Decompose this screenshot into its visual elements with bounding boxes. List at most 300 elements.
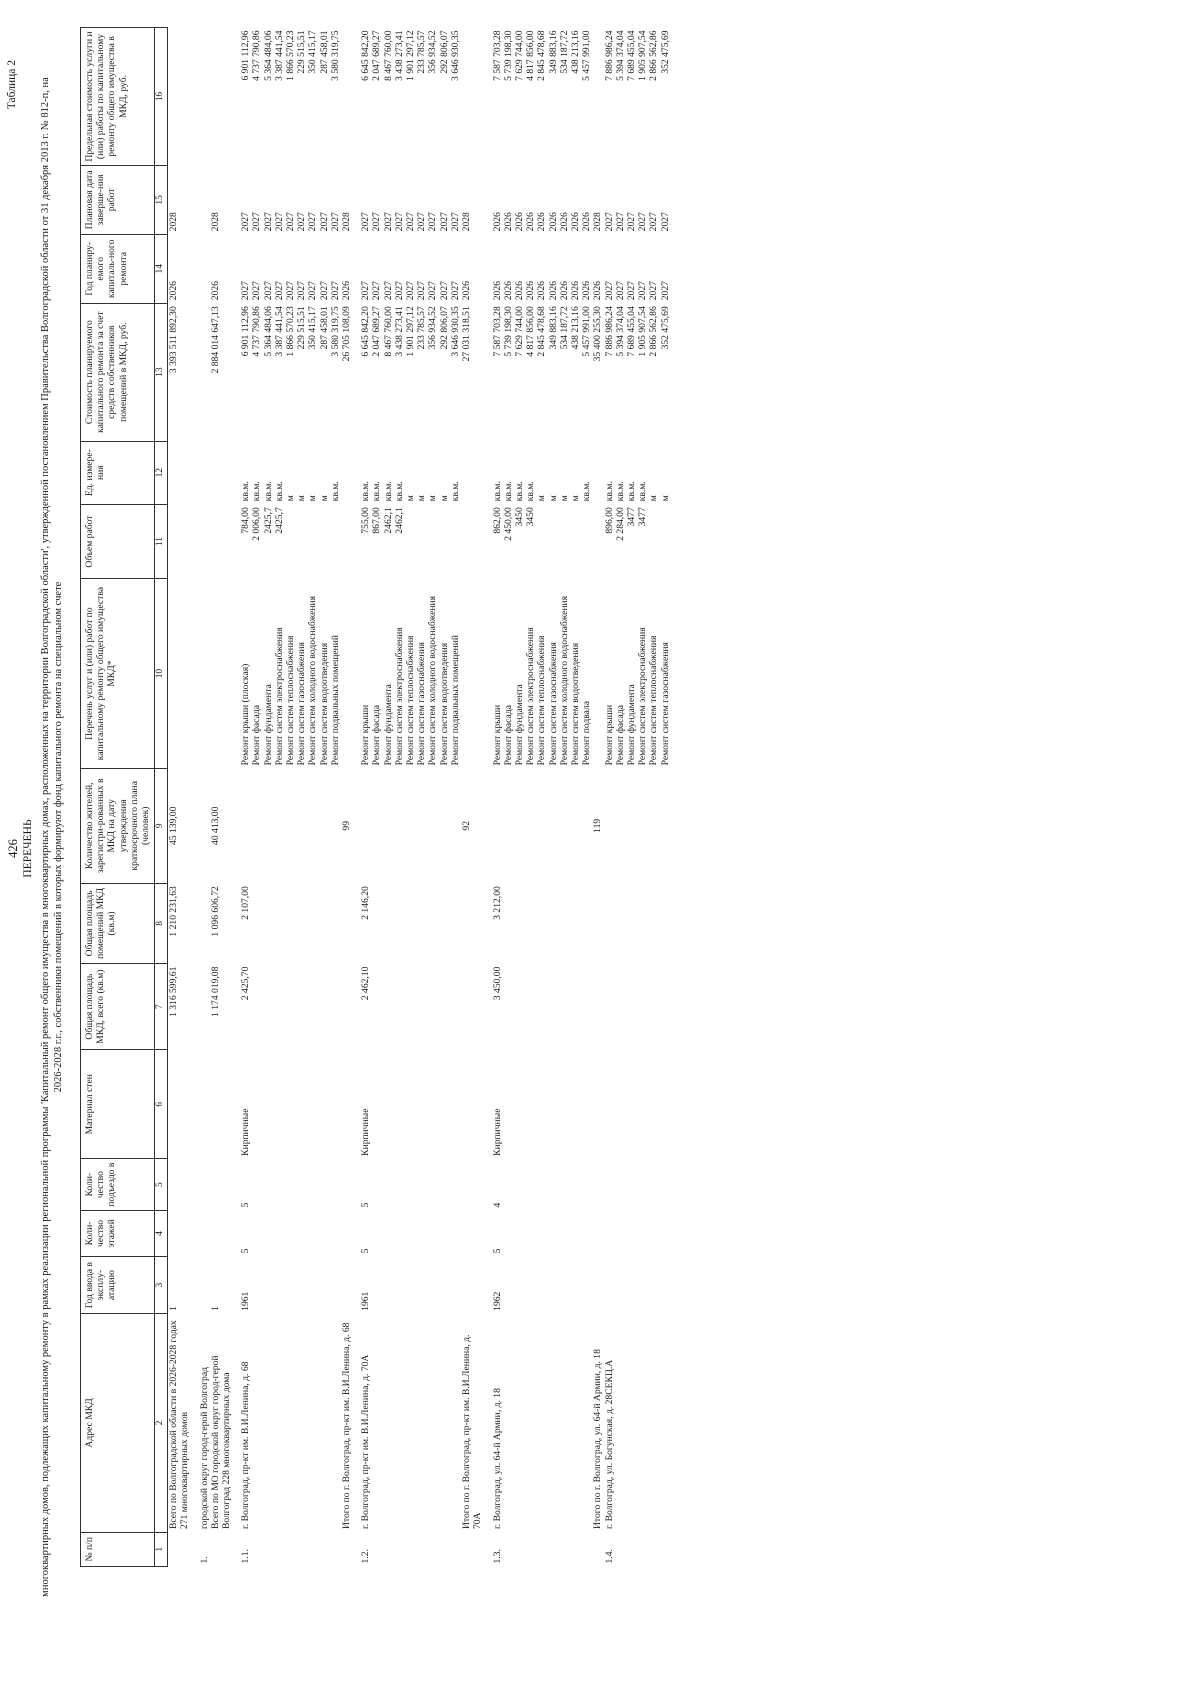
cell-year-built (615, 1256, 626, 1313)
cell-repair-year: 2026 (491, 281, 503, 301)
cell-premises-area (514, 883, 525, 963)
cell-max-cost: 7 629 744,00 (513, 30, 525, 81)
cell-entrances (626, 1159, 637, 1211)
cell-residents (285, 768, 296, 883)
cell-year-built (307, 1256, 318, 1313)
cell-completion-year: 2027 (393, 212, 405, 232)
cell-floors (251, 1210, 262, 1256)
cell-wall-material (416, 1050, 427, 1159)
cell-floors (548, 1210, 559, 1256)
cell-unit: кв.м. (329, 481, 341, 502)
cell-total-area: 2 462,10 (360, 966, 372, 1001)
cell-cost: 352 475,69 (659, 306, 671, 350)
cell-max-cost (592, 28, 603, 166)
cell-residents (525, 768, 536, 883)
cell-floors (274, 1210, 285, 1256)
cell-year-built (296, 1256, 307, 1313)
table-row (352, 28, 360, 1567)
cell-work-volume: 3450 (525, 507, 537, 527)
cell-repair-year: 2026 (168, 281, 180, 301)
cell-repair-year: 2027 (273, 281, 285, 301)
cell-total-area (199, 964, 210, 1050)
cell-max-cost: 3 646 930,35 (449, 30, 461, 81)
cell-unit: кв.м. (603, 481, 615, 502)
cell-cost: 7 587 703,28 (491, 306, 503, 357)
cell-total-area (319, 964, 330, 1050)
cell-premises-area (416, 883, 427, 963)
table-row (439, 28, 450, 1567)
cell-work-volume (536, 504, 547, 579)
cell-address (450, 1314, 461, 1532)
table-row (492, 28, 503, 1567)
cell-floors (341, 1210, 352, 1256)
cell-row-number (319, 1532, 330, 1566)
cell-row-number: 1.3. (491, 1549, 503, 1564)
cell-unit: кв.м. (525, 481, 537, 502)
cell-work-type: Ремонт систем холодного водоснабжения (307, 595, 319, 766)
cell-year-built (439, 1256, 450, 1313)
table-row (615, 28, 626, 1567)
cell-premises-area (371, 883, 382, 963)
cell-floors (319, 1210, 330, 1256)
cell-premises-area (570, 883, 581, 963)
cell-wall-material (330, 1050, 341, 1159)
cell-repair-year: 2026 (461, 281, 473, 301)
cell-address (383, 1314, 394, 1532)
cell-floors (660, 1210, 671, 1256)
cell-unit: кв.м. (382, 481, 394, 502)
cell-work-volume: 755,00 (360, 507, 372, 534)
cell-completion-year: 2026 (581, 212, 593, 232)
cell-wall-material (383, 1050, 394, 1159)
cell-floors (191, 1210, 199, 1256)
cell-residents: 40 413,00 (209, 806, 221, 845)
cell-work-type: Ремонт крыши (360, 704, 372, 766)
cell-work-volume (660, 504, 671, 579)
cell-floors (427, 1210, 438, 1256)
cell-wall-material (548, 1050, 559, 1159)
cell-residents (439, 768, 450, 883)
cell-work-volume (570, 504, 581, 579)
cell-cost: 8 467 760,00 (382, 306, 394, 357)
cell-cost: 2 845 478,68 (536, 306, 548, 357)
cell-row-number (548, 1532, 559, 1566)
cell-entrances (330, 1159, 341, 1211)
cell-residents: 119 (592, 818, 604, 833)
cell-residents (604, 768, 615, 883)
cell-premises-area: 1 210 231,63 (168, 886, 180, 937)
cell-repair-year: 2027 (318, 281, 330, 301)
cell-row-number (648, 1532, 659, 1566)
cell-row-number: 1.1. (240, 1549, 252, 1564)
cell-floors (570, 1210, 581, 1256)
cell-floors (648, 1210, 659, 1256)
cell-completion-year: 2027 (262, 212, 274, 232)
cell-floors (536, 1210, 547, 1256)
cell-completion-year: 2027 (318, 212, 330, 232)
cell-floors (394, 1210, 405, 1256)
cell-repair-year: 2027 (329, 281, 341, 301)
cell-work-volume: 2425,7 (273, 507, 285, 534)
cell-row-number (439, 1532, 450, 1566)
cell-repair-year: 2027 (637, 281, 649, 301)
cell-total-area (660, 964, 671, 1050)
cell-unit: м (648, 495, 660, 502)
cell-work-volume (450, 504, 461, 579)
cell-work-volume (210, 504, 232, 579)
cell-repair-year: 2027 (648, 281, 660, 301)
cell-wall-material (439, 1050, 450, 1159)
cell-cost: 534 187,72 (558, 306, 570, 350)
table-row (383, 28, 394, 1567)
cell-completion-year: 2027 (438, 212, 450, 232)
table-row (341, 28, 352, 1567)
cell-floors (615, 1210, 626, 1256)
cell-address (648, 1314, 659, 1532)
cell-work-type: Ремонт систем газоснабжения (547, 642, 559, 766)
cell-total-area (450, 964, 461, 1050)
cell-total-area (341, 964, 352, 1050)
cell-total-area (296, 964, 307, 1050)
cell-work-type: Ремонт систем электроснабжения (273, 627, 285, 766)
table-row (637, 28, 648, 1567)
col-number: 11 (155, 504, 168, 579)
cell-unit: м (416, 495, 428, 502)
cell-unit (341, 441, 352, 504)
table-body (168, 28, 671, 1567)
cell-row-number (405, 1532, 416, 1566)
cell-work-type: Ремонт крыши (491, 704, 503, 766)
table-row (307, 28, 318, 1567)
cell-premises-area (484, 883, 492, 963)
cell-wall-material (251, 1050, 262, 1159)
document-subtitle: многоквартирных домов, подлежащих капитальному ремонту в рамках реализации региональной программы 'Капитальный ремонт общего имущества в многоквартирных домах, расположенных на территории Волгоградской области', утвержденной постановлением Правительства Волгоградской области от 31 декабря 2013 г. № 812-п, на 2026-2028 г.г., собственники помещений в которых формируют фонд капитального ремонта на специальном счете (40, 77, 64, 1597)
cell-cost: 26 705 108,09 (341, 306, 353, 362)
table-row (232, 28, 240, 1567)
cell-residents (240, 768, 251, 883)
cell-residents (352, 768, 360, 883)
cell-repair-year: 2026 (209, 281, 221, 301)
cell-total-area (352, 964, 360, 1050)
cell-completion-year: 2027 (329, 212, 341, 232)
cell-completion-year: 2028 (341, 212, 353, 232)
cell-unit (199, 441, 210, 504)
cell-work-volume: 2 450,00 (502, 507, 514, 541)
cell-row-number (371, 1532, 382, 1566)
cell-repair-year: 2027 (360, 281, 372, 301)
cell-premises-area (660, 883, 671, 963)
table-row (461, 28, 483, 1567)
cell-work-type (341, 579, 352, 769)
cell-completion-year: 2027 (427, 212, 439, 232)
cell-entrances (637, 1159, 648, 1211)
cell-work-volume (581, 504, 592, 579)
cell-premises-area (439, 883, 450, 963)
cell-wall-material (274, 1050, 285, 1159)
cell-year-built (548, 1256, 559, 1313)
cell-total-area (383, 964, 394, 1050)
cell-work-volume: 867,00 (371, 507, 383, 534)
cell-year-built (648, 1256, 659, 1313)
cell-total-area (559, 964, 570, 1050)
cell-unit: кв.м. (393, 481, 405, 502)
cell-max-cost: 7 587 703,28 (491, 30, 503, 81)
cell-premises-area (559, 883, 570, 963)
cell-entrances (199, 1159, 210, 1211)
col-number: 13 (155, 303, 168, 441)
cell-address (503, 1314, 514, 1532)
cell-work-volume (592, 504, 603, 579)
cell-max-cost: 229 515,51 (296, 30, 308, 74)
cell-cost: 2 884 014 647,13 (209, 306, 221, 374)
cell-unit: кв.м. (371, 481, 383, 502)
cell-wall-material (319, 1050, 330, 1159)
col-header: Общая площадь МКД, всего (кв.м) (81, 964, 155, 1050)
cell-address (296, 1314, 307, 1532)
cell-cost: 7 689 455,04 (625, 306, 637, 357)
cell-floors (604, 1210, 615, 1256)
cell-cost: 287 458,01 (318, 306, 330, 350)
cell-unit: кв.м. (513, 481, 525, 502)
cell-residents (660, 768, 671, 883)
cell-total-area (191, 964, 199, 1050)
col-number: 15 (155, 165, 168, 234)
cell-address (191, 1314, 199, 1532)
cell-entrances (660, 1159, 671, 1211)
cell-completion-year: 2026 (513, 212, 525, 232)
cell-row-number (461, 1532, 483, 1566)
cell-year-built (559, 1256, 570, 1313)
cell-address (548, 1314, 559, 1532)
cell-entrances (581, 1159, 592, 1211)
cell-entrances (383, 1159, 394, 1211)
cell-address: г. Волгоград, пр-кт им. В.И.Ленина, д. 68 (240, 1361, 252, 1530)
table-row (360, 28, 371, 1567)
cell-work-type: Ремонт систем водоотведения (569, 642, 581, 766)
cell-entrances (416, 1159, 427, 1211)
cell-work-type: Ремонт систем холодного водоснабжения (427, 595, 439, 766)
cell-repair-year: 2027 (240, 281, 252, 301)
cell-premises-area (199, 883, 210, 963)
cell-wall-material (484, 1050, 492, 1159)
cell-repair-year: 2027 (307, 281, 319, 301)
cell-total-area (536, 964, 547, 1050)
cell-year-built (394, 1256, 405, 1313)
cell-completion-year: 2027 (296, 212, 308, 232)
cell-year-built (274, 1256, 285, 1313)
cell-cost: 5 394 374,04 (614, 306, 626, 357)
col-number: 12 (155, 441, 168, 504)
cell-unit: кв.м. (502, 481, 514, 502)
cell-repair-year: 2026 (547, 281, 559, 301)
cell-max-cost (484, 28, 492, 166)
cell-premises-area (536, 883, 547, 963)
cell-work-type: Ремонт систем теплоснабжения (648, 635, 660, 766)
cell-residents (232, 768, 240, 883)
cell-wall-material (525, 1050, 536, 1159)
table-row (581, 28, 592, 1567)
cell-residents (274, 768, 285, 883)
cell-residents (570, 768, 581, 883)
cell-total-area (461, 964, 483, 1050)
cell-work-volume: 2425,7 (262, 507, 274, 534)
cell-max-cost: 287 458,01 (318, 30, 330, 74)
col-number: 8 (155, 883, 168, 963)
cell-residents (626, 768, 637, 883)
cell-unit: кв.м. (625, 481, 637, 502)
cell-residents (251, 768, 262, 883)
cell-work-volume (548, 504, 559, 579)
cell-cost (484, 303, 492, 441)
cell-work-type: Ремонт фасада (502, 705, 514, 766)
cell-work-type: Ремонт подвала (581, 700, 593, 766)
cell-entrances: 4 (491, 1202, 503, 1208)
cell-entrances (232, 1159, 240, 1211)
table-row (514, 28, 525, 1567)
cell-repair-year: 2027 (251, 281, 263, 301)
cell-max-cost (341, 28, 352, 166)
cell-residents (371, 768, 382, 883)
cell-total-area (307, 964, 318, 1050)
cell-repair-year: 2027 (382, 281, 394, 301)
cell-floors (383, 1210, 394, 1256)
cell-floors (307, 1210, 318, 1256)
cell-row-number (416, 1532, 427, 1566)
cell-floors (232, 1210, 240, 1256)
cell-premises-area (604, 883, 615, 963)
table-row (274, 28, 285, 1567)
cell-unit: м (285, 495, 297, 502)
cell-premises-area (394, 883, 405, 963)
cell-work-volume (427, 504, 438, 579)
cell-row-number (394, 1532, 405, 1566)
cell-max-cost: 6 901 112,96 (240, 30, 252, 81)
cell-repair-year (352, 234, 360, 303)
cell-wall-material (232, 1050, 240, 1159)
cell-address: г. Волгоград, ул. 64-й Армии, д. 18 (491, 1388, 503, 1530)
cell-residents (536, 768, 547, 883)
cell-address: городской округ город-герой Волгоград (198, 1367, 210, 1530)
table-row (525, 28, 536, 1567)
cell-work-type (352, 579, 360, 769)
cell-address (307, 1314, 318, 1532)
cell-entrances (352, 1159, 360, 1211)
cell-cost: 356 934,52 (427, 306, 439, 350)
cell-residents (394, 768, 405, 883)
cell-wall-material: Кирпичные (360, 1108, 372, 1156)
cell-wall-material (191, 1050, 199, 1159)
cell-total-area (514, 964, 525, 1050)
cell-row-number (307, 1532, 318, 1566)
cell-wall-material (604, 1050, 615, 1159)
cell-floors (525, 1210, 536, 1256)
cell-repair-year: 2026 (569, 281, 581, 301)
cell-row-number (581, 1532, 592, 1566)
cell-wall-material (503, 1050, 514, 1159)
cell-cost: 349 883,16 (547, 306, 559, 350)
cell-wall-material (536, 1050, 547, 1159)
cell-work-type (592, 579, 603, 769)
cell-work-volume: 2 284,00 (614, 507, 626, 541)
cell-unit: кв.м. (614, 481, 626, 502)
cell-year-built: 1962 (491, 1291, 503, 1311)
cell-year-built: 1 (168, 1306, 180, 1311)
cell-year-built (319, 1256, 330, 1313)
col-header: Ед. измере-ния (81, 441, 155, 504)
cell-premises-area (405, 883, 416, 963)
cell-wall-material (626, 1050, 637, 1159)
cell-total-area: 3 450,00 (491, 966, 503, 1001)
col-number: 3 (155, 1256, 168, 1313)
cell-floors (581, 1210, 592, 1256)
cell-work-volume: 2462,1 (393, 507, 405, 534)
cell-entrances (570, 1159, 581, 1211)
cell-residents (484, 768, 492, 883)
cell-cost: 3 438 273,41 (393, 306, 405, 357)
cell-completion-year: 2028 (592, 212, 604, 232)
cell-entrances (394, 1159, 405, 1211)
cell-completion-year (191, 165, 199, 234)
cell-unit (352, 441, 360, 504)
cell-total-area (592, 964, 603, 1050)
cell-address (570, 1314, 581, 1532)
col-header: Плановая дата заверше-ния работ (81, 165, 155, 234)
cell-work-type: Ремонт фундамента (262, 684, 274, 766)
cell-max-cost: 5 364 484,06 (262, 30, 274, 81)
cell-premises-area (307, 883, 318, 963)
cell-year-built (514, 1256, 525, 1313)
cell-repair-year: 2026 (525, 281, 537, 301)
cell-repair-year: 2027 (625, 281, 637, 301)
cell-residents (503, 768, 514, 883)
cell-work-type: Ремонт систем электроснабжения (525, 627, 537, 766)
cell-address (439, 1314, 450, 1532)
cell-wall-material (168, 1050, 191, 1159)
cell-year-built (450, 1256, 461, 1313)
cell-address (637, 1314, 648, 1532)
cell-total-area (285, 964, 296, 1050)
cell-address (274, 1314, 285, 1532)
table-row (263, 28, 274, 1567)
cell-wall-material: Кирпичные (240, 1108, 252, 1156)
cell-residents (581, 768, 592, 883)
cell-address (615, 1314, 626, 1532)
cell-completion-year: 2027 (603, 212, 615, 232)
cell-cost: 233 785,57 (416, 306, 428, 350)
cell-year-built (427, 1256, 438, 1313)
cell-repair-year: 2026 (502, 281, 514, 301)
cell-unit: м (405, 495, 417, 502)
table-row (503, 28, 514, 1567)
cell-premises-area: 2 107,00 (240, 886, 252, 920)
cell-wall-material: Кирпичные (491, 1108, 503, 1156)
cell-unit (168, 441, 191, 504)
cell-repair-year: 2026 (581, 281, 593, 301)
cell-work-type: Ремонт систем водоотведения (438, 642, 450, 766)
cell-row-number (484, 1532, 492, 1566)
cell-floors (168, 1210, 191, 1256)
cell-address: Итого по г. Волгоград, пр-кт им. В.И.Ленина, д. 68 (341, 1322, 353, 1530)
cell-total-area: 1 316 599,61 (168, 966, 180, 1017)
cell-entrances (427, 1159, 438, 1211)
cell-total-area (581, 964, 592, 1050)
cell-floors: 5 (240, 1248, 252, 1254)
cell-work-volume: 2462,1 (382, 507, 394, 534)
cell-completion-year: 2027 (371, 212, 383, 232)
cell-year-built (191, 1256, 199, 1313)
cell-repair-year: 2027 (416, 281, 428, 301)
cell-year-built (352, 1256, 360, 1313)
